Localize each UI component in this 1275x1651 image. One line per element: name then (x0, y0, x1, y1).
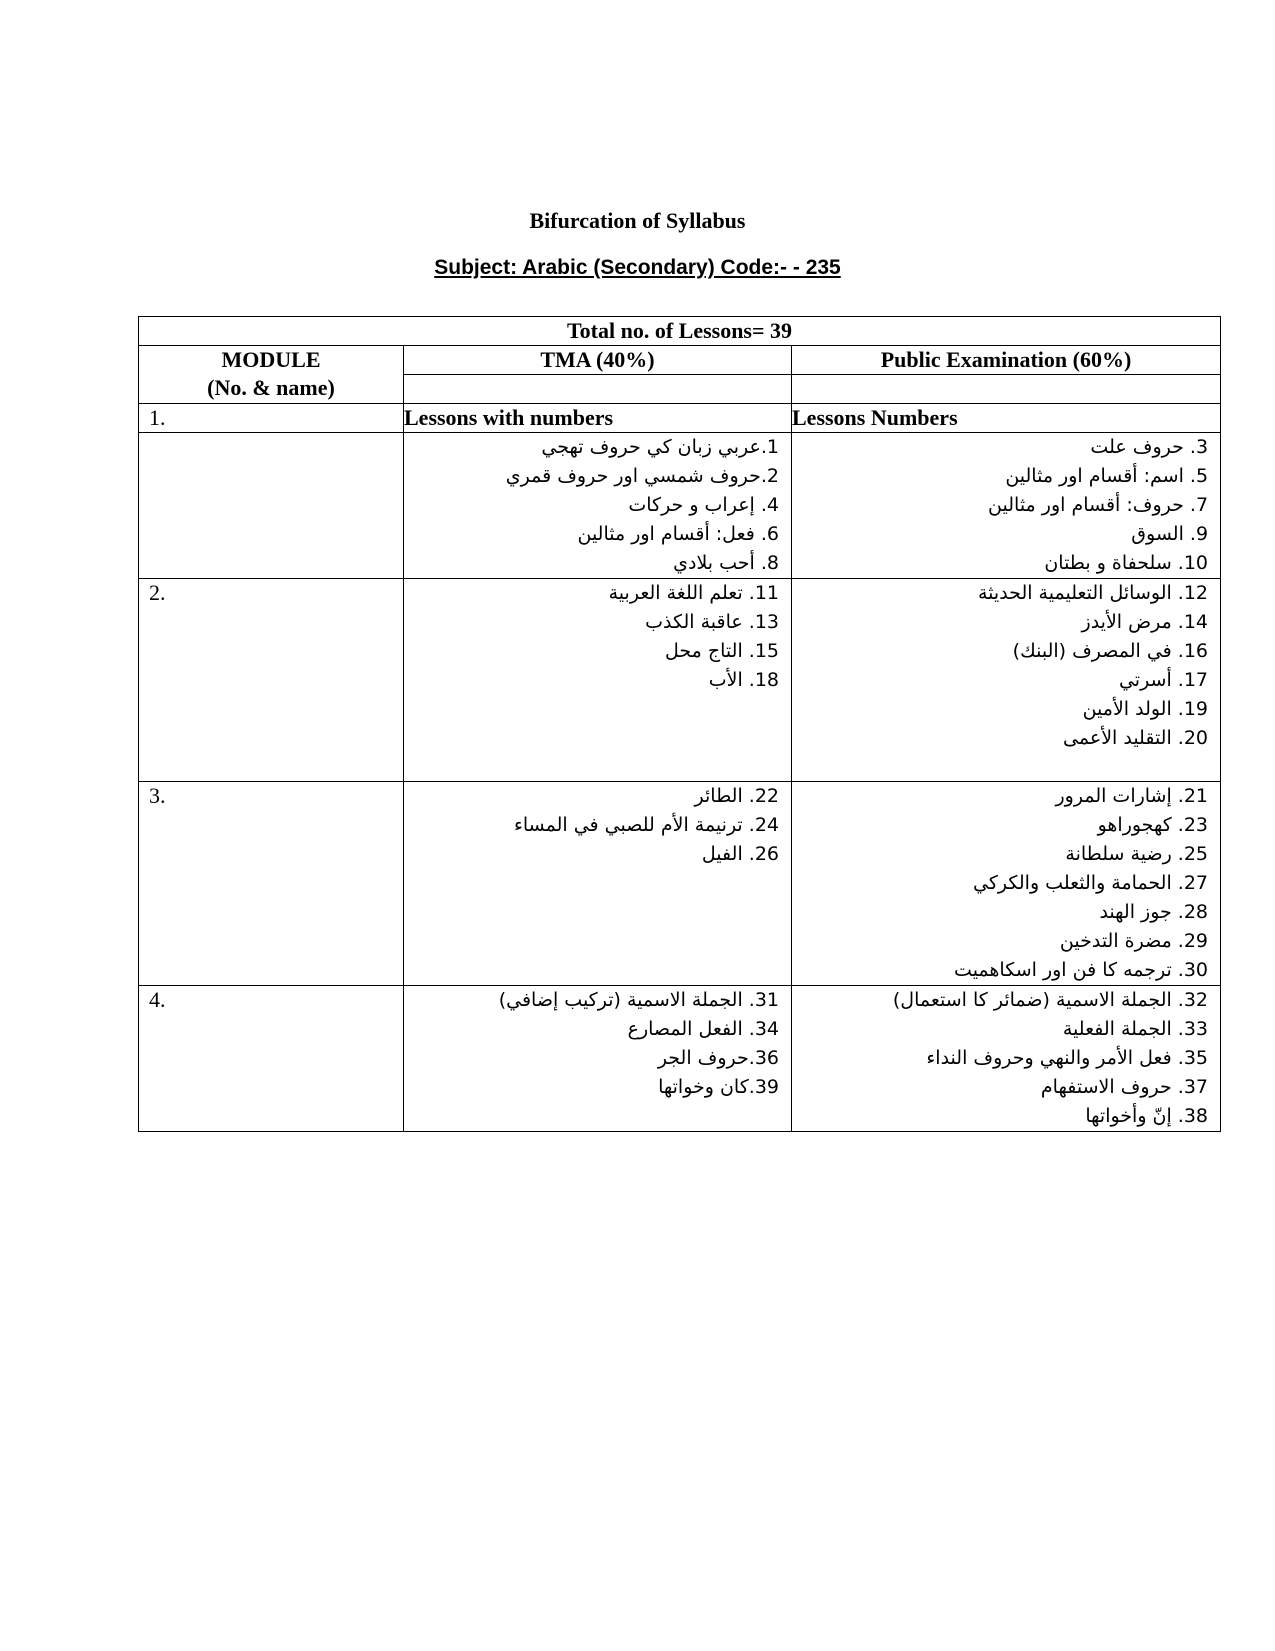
lesson-item: 21. إشارات المرور (1055, 785, 1209, 807)
lesson-item: 2.حروف شمسي اور حروف قمري (505, 465, 779, 487)
tma-subheader: Lessons with numbers (404, 404, 792, 433)
total-lessons: Total no. of Lessons= 39 (139, 317, 1221, 346)
lesson-item: 33. الجملة الفعلية (1062, 1018, 1209, 1040)
lesson-item: 29. مضرة التدخين (1059, 930, 1209, 952)
lesson-item: 6. فعل: أقسام اور مثالين (577, 523, 779, 545)
module-header-sub: (No. & name) (207, 375, 335, 400)
lesson-item: 28. جوز الهند (1099, 901, 1209, 923)
lesson-item: 36.حروف الجر (657, 1047, 779, 1069)
subject-heading: Subject: Arabic (Secondary) Code:- - 235 (434, 256, 841, 279)
lesson-item: 3. حروف علت (1090, 436, 1209, 458)
lesson-item: 27. الحمامة والثعلب والكركي (973, 872, 1209, 894)
lesson-item: 35. فعل الأمر والنهي وحروف النداء (926, 1047, 1209, 1069)
lesson-item: 9. السوق (1131, 523, 1209, 545)
public-lessons-3 (792, 782, 1221, 986)
lesson-item: 16. في المصرف (البنك) (1012, 640, 1209, 662)
lesson-item: 11. تعلم اللغة العربية (608, 582, 779, 604)
module-row-4 (139, 986, 1221, 1132)
tma-header-blank (404, 375, 792, 404)
public-header-blank (792, 375, 1221, 404)
tma-lessons-3 (404, 782, 792, 986)
public-lessons-1 (792, 433, 1221, 579)
module-number: 3. (139, 782, 404, 986)
lesson-item: 26. الفيل (701, 843, 779, 865)
lesson-item: 32. الجملة الاسمية (ضمائر كا استعمال) (892, 989, 1209, 1011)
module-number: 1. (139, 404, 404, 433)
tma-lessons-2 (404, 579, 792, 782)
lesson-item: 25. رضية سلطانة (1065, 843, 1209, 865)
module-row-2 (139, 579, 1221, 782)
document-title: Bifurcation of Syllabus (529, 208, 746, 233)
module-row-3 (139, 782, 1221, 986)
lesson-item: 38. إنّ وأخواتها (1085, 1105, 1209, 1127)
tma-header: TMA (40%) (404, 346, 792, 375)
syllabus-table (138, 316, 1221, 1132)
subheader-row (139, 404, 1221, 433)
lesson-item: 20. التقليد الأعمى (1063, 727, 1209, 749)
lesson-item: 5. اسم: أقسام اور مثالين (1005, 465, 1209, 487)
lesson-item: 24. ترنيمة الأم للصبي في المساء (513, 814, 779, 836)
header-row (139, 346, 1221, 375)
lesson-item: 13. عاقبة الكذب (645, 611, 779, 633)
lesson-item: 39.كان وخواتها (658, 1076, 779, 1098)
lesson-item: 31. الجملة الاسمية (تركيب إضافي) (498, 989, 779, 1011)
lesson-item: 4. إعراب و حركات (628, 494, 779, 516)
module-header-label: MODULE (221, 347, 321, 372)
public-subheader: Lessons Numbers (792, 404, 1221, 433)
tma-lessons-4 (404, 986, 792, 1132)
lesson-item: 7. حروف: أقسام اور مثالين (988, 494, 1209, 516)
lesson-item: 37. حروف الاستفهام (1040, 1076, 1209, 1098)
lesson-item: 14. مرض الأيدز (1081, 611, 1209, 633)
lesson-item: 30. ترجمه كا فن اور اسكاهميت (954, 959, 1209, 981)
lesson-item: 10. سلحفاة و بطتان (1044, 552, 1209, 574)
total-row (139, 317, 1221, 346)
module-number: 2. (139, 579, 404, 782)
module-row-1 (139, 433, 1221, 579)
lesson-item: 15. التاج محل (665, 640, 779, 662)
public-lessons-4 (792, 986, 1221, 1132)
lesson-item: 12. الوسائل التعليمية الحديثة (978, 582, 1209, 604)
module-number: 4. (139, 986, 404, 1132)
public-lessons-2 (792, 579, 1221, 782)
module-1-cell (139, 433, 404, 579)
lesson-item: 8. أحب بلادي (673, 552, 779, 574)
lesson-item: 34. الفعل المصارع (627, 1018, 779, 1040)
tma-lessons-1 (404, 433, 792, 579)
lesson-item: 17. أسرتي (1118, 669, 1209, 691)
lesson-item: 22. الطائر (694, 785, 779, 807)
lesson-item: 1.عربي زبان كي حروف تهجي (541, 436, 779, 458)
module-header (139, 346, 404, 404)
public-header: Public Examination (60%) (792, 346, 1221, 375)
lesson-item: 23. كهجوراهو (1097, 814, 1209, 836)
lesson-item: 19. الولد الأمين (1082, 698, 1209, 720)
lesson-item: 18. الأب (708, 669, 779, 691)
